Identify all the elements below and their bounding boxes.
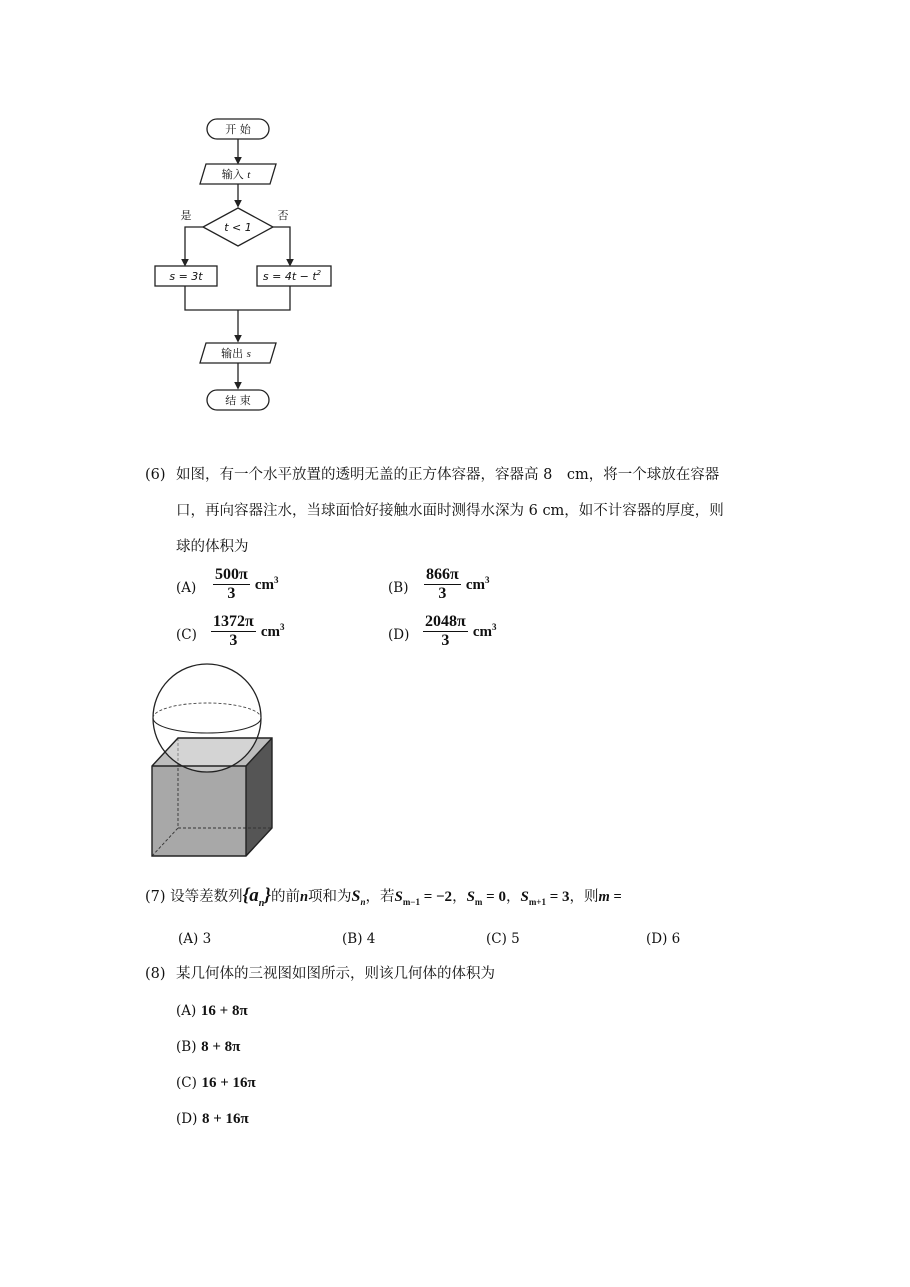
q7-n: n: [299, 889, 309, 905]
q7-sn: $S_n$: [351, 888, 366, 908]
q7-text-1: 设等差数列: [170, 889, 243, 905]
flow-output-label: 输出 s: [221, 347, 251, 360]
q7-cond-1: $S_{m-1} = -2$: [394, 889, 453, 907]
q6-option-b: [424, 566, 490, 603]
q8-number: (8): [145, 966, 166, 982]
q6-text-line2: 口，再向容器注水，当球面恰好接触水面时测得水深为 6 cm，如不计容器的厚度，则: [176, 503, 724, 519]
q7-seq: $\{a_n\}$: [242, 885, 271, 909]
q7-cond-2: $S_m = 0$: [466, 889, 506, 907]
q6-option-c-label: (C): [176, 627, 197, 643]
q7-number: (7): [145, 889, 166, 905]
q7-text-3: 项和为: [308, 889, 352, 905]
flow-left-label: s = 3t: [169, 270, 203, 283]
sphere-cube-figure: [145, 662, 280, 862]
q6-option-c-num: 1372π: [213, 613, 254, 630]
q8-option-d: (D) 8 + 16π: [176, 1111, 249, 1127]
q6-option-a-exp: 3: [274, 575, 279, 585]
q6-option-b-label: (B): [388, 580, 409, 596]
water-front-face: [152, 766, 246, 856]
flow-input-label: 输入 t: [221, 168, 251, 181]
q8-option-c: (C) 16 + 16π: [176, 1075, 256, 1091]
flow-yes-label: 是: [180, 209, 192, 222]
flow-condition-label: t < 1: [224, 221, 252, 234]
q7-line: [145, 886, 622, 914]
q6-text-line1: 如图，有一个水平放置的透明无盖的正方体容器，容器高 8 cm，将一个球放在容器: [176, 467, 720, 483]
q6-option-a-label: (A): [176, 580, 197, 596]
q8-option-b: (B) 8 + 8π: [176, 1039, 241, 1055]
q6-option-d-label: (D): [388, 627, 410, 643]
q6-option-a-unit: cm: [254, 577, 275, 593]
flow-start-label: 开 始: [225, 123, 251, 136]
flow-no-label: 否: [277, 209, 289, 222]
q6-number: (6): [145, 467, 166, 483]
q7-m: m =: [598, 889, 622, 905]
q7-option-a: (A) 3: [178, 931, 212, 947]
q8-text: 某几何体的三视图如图所示，则该几何体的体积为: [176, 966, 495, 982]
q6-text-line3: 球的体积为: [176, 539, 249, 555]
q7-text-2: 的前: [270, 889, 300, 905]
flowchart: [140, 110, 360, 420]
q7-option-d: (D) 6: [646, 931, 681, 947]
q6-option-a-den: 3: [227, 585, 236, 602]
q6-option-b-exp: 3: [485, 575, 490, 585]
q7-sep-1: ，: [452, 889, 467, 905]
q6-option-d: [423, 613, 497, 650]
flow-end-label: 结 束: [225, 394, 251, 407]
q6-option-c-den: 3: [229, 632, 238, 649]
q6-option-d-unit: cm: [472, 624, 493, 640]
q7-option-b: (B) 4: [342, 931, 376, 947]
q6-option-c-unit: cm: [260, 624, 281, 640]
q7-text-4: ，若: [365, 889, 395, 905]
q6-option-a-num: 500π: [215, 566, 248, 583]
q6-option-d-exp: 3: [492, 622, 497, 632]
q6-option-b-unit: cm: [465, 577, 486, 593]
q7-cond-3: $S_{m+1} = 3$: [520, 889, 570, 907]
q7-text-5: ，则: [569, 889, 599, 905]
q6-option-d-num: 2048π: [425, 613, 466, 630]
q6-option-a: [213, 566, 279, 603]
q6-option-d-den: 3: [441, 632, 450, 649]
q7-option-c: (C) 5: [486, 931, 520, 947]
q6-option-c: [211, 613, 285, 650]
q6-option-c-exp: 3: [280, 622, 285, 632]
flow-right-label: $s = 4t - t^2$: [262, 269, 322, 283]
q6-option-b-num: 866π: [426, 566, 459, 583]
sphere: [153, 664, 261, 772]
q8-option-a: (A) 16 + 8π: [176, 1003, 248, 1019]
q7-sep-2: ，: [505, 889, 521, 905]
q6-option-b-den: 3: [438, 585, 447, 602]
